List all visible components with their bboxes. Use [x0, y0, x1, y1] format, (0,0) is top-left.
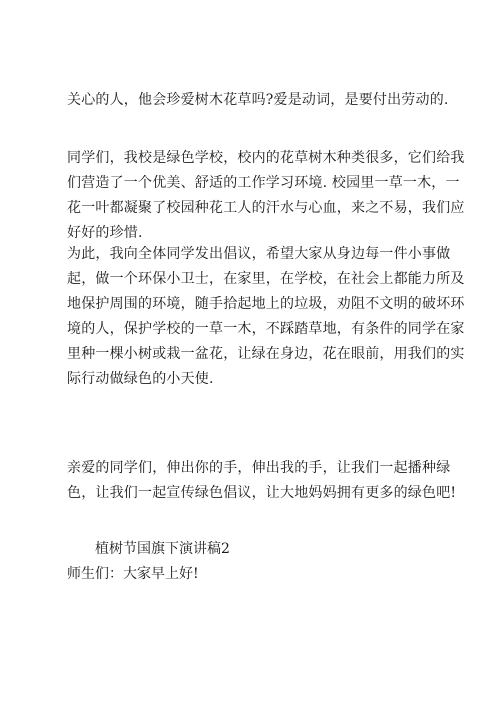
paragraph-3 — [67, 242, 465, 392]
paragraph-line: 地保护周围的环境，随手拾起地上的垃圾，劝阻不文明的破坏环 — [67, 296, 465, 312]
paragraph-line: 境的人，保护学校的一草一木，不踩踏草地，有条件的同学在家 — [67, 321, 465, 337]
paragraph-line: 们营造了一个优美、舒适的工作学习环境. 校园里一草一木，一 — [67, 175, 460, 191]
paragraph-line: 亲爱的同学们，伸出你的手，伸出我的手，让我们一起播种绿 — [67, 460, 451, 476]
paragraph-line: 花一叶都凝聚了校园种花工人的汗水与心血，来之不易，我们应 — [67, 200, 465, 216]
greeting-line: 师生们：大家早上好! — [67, 566, 199, 582]
paragraph-line: 为此，我向全体同学发出倡议，希望大家从身边每一件小事做 — [67, 246, 451, 262]
paragraph-line: 关心的人，他会珍爱树木花草吗?爱是动词，是要付出劳动的. — [67, 92, 449, 108]
paragraph-line: 里种一棵小树或栽一盆花，让绿在身边，花在眼前，用我们的实 — [67, 346, 465, 362]
paragraph-line: 际行动做绿色的小天使. — [67, 371, 214, 387]
paragraph-line: 好好的珍惜. — [67, 225, 143, 241]
paragraph-4 — [67, 456, 457, 506]
paragraph-1 — [67, 88, 449, 113]
section-heading: 植树节国旗下演讲稿2 — [95, 541, 230, 557]
paragraph-line: 色，让我们一起宣传绿色倡议，让大地妈妈拥有更多的绿色吧! — [67, 485, 457, 501]
paragraph-2 — [67, 146, 465, 246]
paragraph-line: 同学们，我校是绿色学校，校内的花草树木种类很多，它们给我 — [67, 150, 465, 166]
paragraph-line: 起，做一个环保小卫士，在家里，在学校，在社会上都能力所及 — [67, 271, 465, 287]
